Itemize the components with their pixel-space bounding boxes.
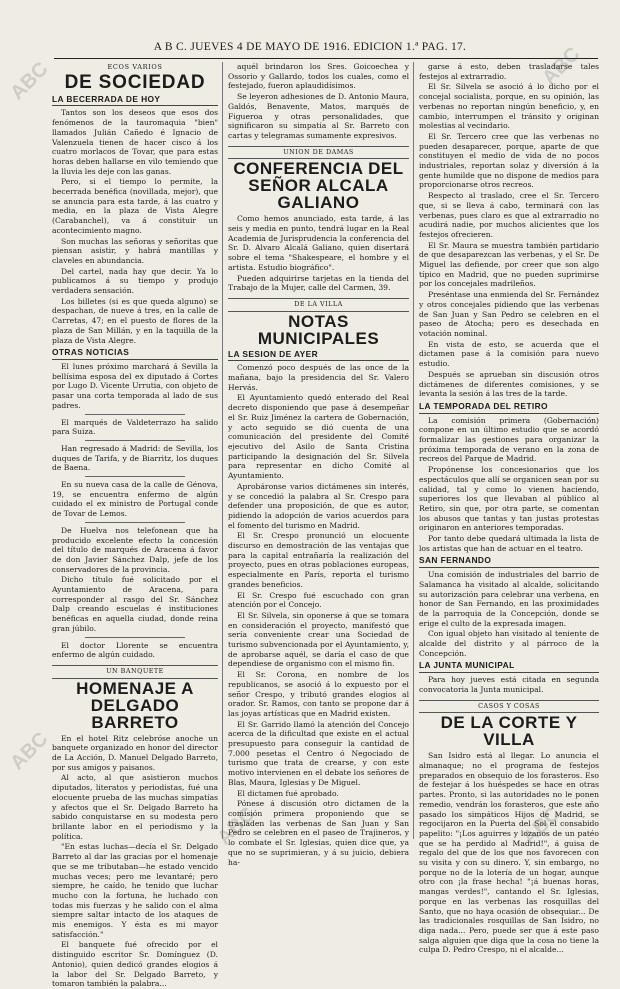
section-kicker: UNION DE DAMAS: [228, 146, 409, 160]
article-paragraph: Del cartel, nada hay que decir. Ya lo publicamos á su tiempo y produjo verdadera sensación.: [52, 266, 218, 296]
article-paragraph: El Ayuntamiento quedó enterado del Real decreto disponiendo que pase á desempeñar el Sr. Ruiz Jiménez la cartera de Gobernación, y acto seguido se dió cuenta de una comunicación del presidente del Comité ejecutivo del Asilo de Santa Cristina participando la designación del Sr. Silvela para representar en dicho Comité al Ayuntamiento.: [228, 393, 409, 481]
separator: [85, 414, 185, 415]
separator: [85, 522, 185, 523]
watermark: ABC: [538, 43, 585, 90]
article-paragraph: El lunes próximo marchará á Sevilla la bellísima esposa del ex diputado á Cortes por Lugo D. Vicente Urrutia, con objeto de pasar una corta temporada al lado de sus padres.: [52, 361, 218, 410]
article-paragraph: "En estas luchas—decía el Sr. Delgado Barreto al dar las gracias por el homenaje que se me tributaban—he estado vencido muchas veces; pero me levantaré; pero siempre, he caído, he tenido que luchar mucho con la fortuna, he luchado con todas mis fuerzas y he salido con el alma siempre saltar intacto de los ataques de mis enemigos. Y ésta es mi mayor satisfacción.": [52, 842, 218, 939]
separator: [85, 440, 185, 441]
article-paragraph: Pueden adquirirse tarjetas en la tienda del Trabajo de la Mujer, calle del Carmen, 39.: [228, 273, 409, 293]
subheading: LA BECERRADA DE HOY: [52, 95, 218, 107]
article-paragraph: El Sr. Crespo fué escuchado con gran atención por el Concejo.: [228, 590, 409, 610]
page-header: A B C. JUEVES 4 DE MAYO DE 1916. EDICION 1.ª PAG. 17.: [153, 41, 467, 53]
article-paragraph: Preséntase una enmienda del Sr. Fernández y otros concejales pidiendo que las verbenas de San Juan y San Pedro se celebren en el paseo de Atocha; pero es desechada en votación nominal.: [419, 290, 599, 338]
article-paragraph: El Sr. Maura se muestra también partidario de que desaparezcan las verbenas, y el Sr. De Miguel las defiende, por creer que son algo típico en Madrid, que no pueden suprimirse por los concejales madrileños.: [419, 240, 599, 289]
article-paragraph: El marqués de Valdeterrazo ha salido para Suiza.: [52, 417, 218, 437]
headline: DE SOCIEDAD: [64, 71, 206, 93]
watermark: ABC: [6, 58, 53, 105]
article-paragraph: El doctor Llorente se encuentra enfermo de algún cuidado.: [52, 640, 218, 660]
headline: CONFERENCIA DEL SEÑOR ALCALA GALIANO: [233, 159, 404, 213]
column-2: [228, 62, 409, 867]
article-paragraph: garse á esto, deben trasladarse tales festejos al extrarradio.: [419, 62, 599, 81]
watermark: ABC: [213, 803, 260, 850]
article-paragraph: En vista de esto, se acuerda que el dictamen pase á la comisión para nuevo estudio.: [419, 339, 599, 369]
article-paragraph: El banquete fué ofrecido por el distinguido escritor Sr. Domínguez (D. Antonio), quien dedicó grandes elogios á la labor del Sr. Delgado Barreto, y tomaron también la palabra...: [52, 940, 218, 989]
article-paragraph: Respecto al traslado, cree el Sr. Tercero que, si se lleva á cabo, terminará con las verbenas, pues claro es que al extrarradio no acudirá nadie, por muchos alicientes que los festejos ofrecieren.: [419, 191, 599, 239]
article-paragraph: Se leyeron adhesiones de D. Antonio Maura, Galdós, Benavente, Matos, marqués de Figueroa y otras personalidades, que significaron su simpatía al Sr. Barreto con cartas y telegramas sumamente expresivos.: [228, 92, 409, 140]
article-paragraph: En su nueva casa de la calle de Génova, 19, se encuentra enfermo de algún cuidado el ex ministro de Portugal conde de Tovar de Lemos.: [52, 480, 218, 519]
article-paragraph: El Sr. Tercero cree que las verbenas no pueden desaparecer, porque, aparte de que constituyen el medio de vida de no pocos industriales, reportan solaz y diversión á la gente humilde que no dispone de medios para proporcionarse otros recreos.: [419, 131, 599, 190]
article-paragraph: Después se aprueban sin discusión otros dictámenes de diferentes comisiones, y se levanta la sesión á las tres de la tarde.: [419, 369, 599, 399]
article-paragraph: Tantos son los deseos que esos dos fenómenos de la tauromaquia "bien" llamados Julián Cañedo é Ignacio de Valenzuela tienen de hacer cisco á los cuatro morlacos de Tovar, que para estas horas deben hallarse en vilo temiendo que la lluvia les deje con las ganas.: [52, 108, 218, 176]
article-paragraph: Propónense los concesionarios que los espectáculos que allí se organicen sean por su calidad, tal y como lo vienen haciendo, superiores los que llevaban al público al Retiro, sin que, por otra parte, se comentan los abusos que tantas y tan justas protestas originaron en anteriores temporadas.: [419, 465, 599, 533]
subheading: SAN FERNANDO: [419, 556, 599, 568]
article-paragraph: Son muchas las señoras y señoritas que piensan asistir, y habrá mantillas y claveles en abundancia.: [52, 236, 218, 265]
section-kicker: DE LA VILLA: [228, 298, 409, 312]
article-paragraph: Aprobáronse varios dictámenes sin interés, y se concedió la palabra al Sr. Crespo para defender una proposición, de que es autor, pidiendo la adopción de varios acuerdos para el fomento del turismo en Madrid.: [228, 481, 409, 530]
subheading: LA SESION DE AYER: [228, 350, 409, 362]
article-paragraph: El Sr. Silvela, sin oponerse á que se tomara en consideración el proyecto, manifestó que sería conveniente crear una Sociedad de turismo subvencionada por el Ayuntamiento, y, de aprobarse aquél, se daría el caso de que dependiese de organismo con el mismo fin.: [228, 610, 409, 669]
section-kicker: CASOS Y COSAS: [419, 700, 599, 714]
article-paragraph: Con igual objeto han visitado al teniente de alcalde del distrito y al párroco de la Concepción.: [419, 629, 599, 658]
article-paragraph: San Isidro está al llegar. Lo anuncia el almanaque; no el programa de festejos preparados en obsequio de los forasteros. Eso de festejar á los huéspedes se hace en otras partes. Pronto, si las autoridades no le ponen remedio, vendrán los forasteros, que este año pasado los simpáticos Hijos de Madrid, se regocijaron en la Puerta del Sol el consabido papelito: "¡Los aguirres y lozanos de un patéo que se ha perdido al Madrid!", á guisa de regalo del que de los que nos favorecen con su visita y con su dinero. Y, sin embargo, no porque no de la lotería de un hogar, aunque otro con ¡la frase hecha! "¡á buenas horas, mangas verdes!", cantando el Sr. Iglesias, porque en las verbenas las rosquillas del Santo, que no haya ocasión de obsequiar... De las tradicionales rosquillas de San Isidro, no diga nada... Pero, puede ser que á este paso salga alguien que diga que la cosa no tiene la culpa D. Pedro Crespo, ni el alcalde...: [419, 751, 599, 955]
subheading: LA TEMPORADA DEL RETIRO: [419, 402, 599, 414]
header-rule: [54, 58, 598, 59]
article-paragraph: De Huelva nos telefonean que ha producido excelente efecto la concesión del título de marqués de Aracena á favor de don Javier Sánchez Dalp, jefe de los conservadores de la provincia.: [52, 525, 218, 574]
subheading: LA JUNTA MUNICIPAL: [419, 661, 599, 673]
column-1: [52, 62, 218, 989]
article-paragraph: El Sr. Crespo pronunció un elocuente discurso en demostración de las ventajas que para la capital entrañaría la realización del proyecto, pues en otras poblaciones europeas, especialmente en París, reporta el turismo grandes beneficios.: [228, 531, 409, 589]
subheading: OTRAS NOTICIAS: [52, 348, 218, 360]
article-paragraph: En el hotel Ritz celebróse anoche un banquete organizado en honor del director de La Acción, D. Manuel Delgado Barreto, por sus amigos y paisanos.: [52, 733, 218, 772]
column-divider: [222, 62, 223, 839]
watermark: ABC: [518, 803, 565, 850]
article-paragraph: Para hoy jueves está citada en segunda convocatoria la Junta municipal.: [419, 675, 599, 694]
article-paragraph: El dictamen fué aprobado.: [237, 788, 339, 798]
separator: [85, 637, 185, 638]
column-3: [419, 62, 599, 955]
article-paragraph: Por tanto debe quedará ultimada la lista de los artistas que han de actuar en el teatro.: [419, 534, 599, 553]
headline: HOMENAJE A DELGADO BARRETO: [76, 678, 194, 732]
separator: [85, 476, 185, 477]
headline: DE LA CORTE Y VILLA: [440, 713, 578, 750]
article-paragraph: Como hemos anunciado, esta tarde, á las seis y media en punto, tendrá lugar en la Real Academia de Jurisprudencia la conferencia del Sr. D. Alvaro Alcalá Galiano, quien disertará sobre el tema "Shakespeare, el hombre y el artista. Estudio biográfico".: [228, 214, 409, 272]
headline: NOTAS MUNICIPALES: [257, 311, 380, 348]
article-paragraph: El Sr. Silvela se asoció á lo dicho por el concejal socialista, porque, en su opinión, las verbenas no reportan ningún beneficio, y, en cambio, interrumpen el tránsito y originan molestias al vecindario.: [419, 82, 599, 131]
column-divider: [413, 62, 414, 839]
section-kicker: UN BANQUETE: [52, 665, 218, 679]
article-paragraph: Pónese á discusión otro dictamen de la comisión primera proponiendo que se trasladen las verbenas de San Juan y San Pedro se celebren en el paseo de Trajineros, y lo combate el Sr. Iglesias, quien dice que, ya que no se suprimieran, y á su juicio, debiera ha-: [228, 799, 409, 867]
article-paragraph: Dicho título fué solicitado por el Ayuntamiento de Aracena, para corresponder al rasgo del Sr. Sánchez Dalp creando escuelas é instituciones benéficas en aquella ciudad, donde reina gran júbilo.: [52, 575, 218, 633]
article-paragraph: Han regresado á Madrid: de Sevilla, los duques de Tarifa, y de Biarritz, los duques de Baena.: [52, 443, 218, 473]
article-paragraph: El Sr. Garrido llamó la atención del Concejo acerca de la dificultad que existe en el actual presupuesto para conseguir la cantidad de 7.000 pesetas el Centro ó Negociado de turismo que trata de crearse, y con este motivo intervienen en el debate los señores de Blas, Maura, Iglesias y De Miguel.: [228, 719, 409, 787]
article-paragraph: Pero, si el tiempo lo permite, la becerrada benéfica (novillada, mejor), que se anuncia para esta tarde, á las cuatro y media, en la plaza de Vista Alegre (Carabanchel), va á constituir un acontecimiento magno.: [52, 177, 218, 235]
article-paragraph: Los billetes (si es que queda alguno) se despachan, de nueve á tres, en la calle de Carretas, 47; en el puesto de flores de la plaza de San Millán, y en la taquilla de la plaza de Vista Alegre.: [52, 296, 218, 345]
article-paragraph: La comisión primera (Gobernación) compone en un último estudio que se acordó formalizar las gestiones para organizar la próxima temporada de verano en la zona de recreos del Parque de Madrid.: [419, 415, 599, 464]
article-paragraph: Comenzó poco después de las once de la mañana, bajo la presidencia del Sr. Valero Hervás.: [228, 363, 409, 392]
section-kicker: ECOS VARIOS: [107, 63, 163, 71]
article-paragraph: aquél brindaron los Sres. Goicoechea y Ossorio y Gallardo, todos los cuales, como el festejado, fueron aplaudidísimos.: [228, 62, 409, 91]
article-paragraph: Una comisión de industriales del barrio de Salamanca ha visitado al alcalde, solicitando su autorización para celebrar una verbena, en honor de San Fernando, en las proximidades de la parroquia de la Concepción, donde se erige el culto de la expresada imagen.: [419, 570, 599, 628]
article-paragraph: Al acto, al que asistieron muchos diputados, literatos y periodistas, fué una elocuente prueba de las muchas simpatías y afectos que el Sr. Delgado Barreto ha sabido conquistarse en su modesta pero brillante labor en el periodismo y la política.: [52, 773, 218, 841]
article-paragraph: El Sr. Corona, en nombre de los republicanos, se asoció á lo expuesto por el señor Crespo, y tributó grandes elogios al orador. Sr. Ramos, con tanto se propone dar á las joyas artísticas que en Madrid existen.: [228, 670, 409, 718]
watermark: ABC: [6, 728, 53, 775]
